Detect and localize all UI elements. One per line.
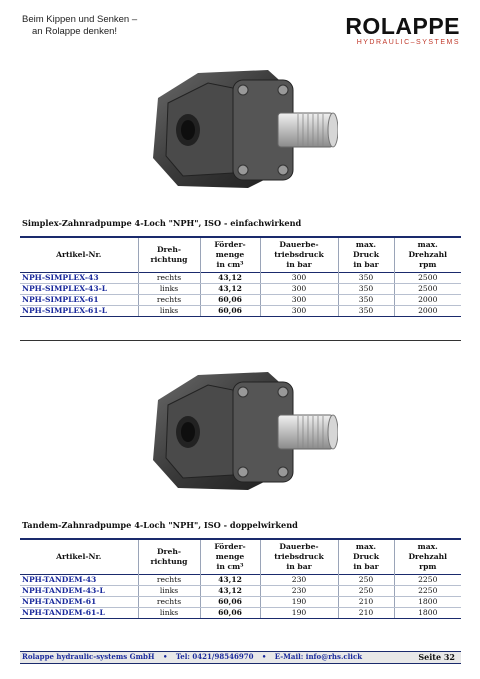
article-number: NPH-TANDEM-43 [20, 575, 138, 586]
max-pressure: 250 [338, 575, 394, 586]
continuous-pressure: 300 [260, 295, 338, 306]
footer-email[interactable]: E-Mail: info@rhs.click [274, 652, 363, 661]
table-row [20, 575, 461, 586]
col-header-displacement: Förder- menge in cm³ [200, 237, 260, 273]
col-header-max-speed: max. Drehzahl rpm [394, 539, 461, 575]
max-speed: 2500 [394, 273, 461, 284]
tandem-pump-image [138, 360, 338, 495]
displacement: 43,12 [200, 586, 260, 597]
table-row [20, 273, 461, 284]
article-number: NPH-TANDEM-61 [20, 597, 138, 608]
rotation: rechts [138, 575, 200, 586]
col-header-article: Artikel-Nr. [56, 552, 102, 561]
page-number: Seite 32 [418, 652, 455, 662]
max-speed: 1800 [394, 597, 461, 608]
rotation: rechts [138, 295, 200, 306]
rotation: rechts [138, 597, 200, 608]
table-row [20, 295, 461, 306]
displacement: 60,06 [200, 295, 260, 306]
table-row [20, 306, 461, 317]
col-header-continuous-pressure: Dauerbe- triebsdruck in bar [260, 237, 338, 273]
col-header-displacement: Förder- menge in cm³ [200, 539, 260, 575]
continuous-pressure: 300 [260, 306, 338, 317]
tandem-section-title: Tandem-Zahnradpumpe 4-Loch "NPH", ISO - doppelwirkend [22, 520, 298, 530]
displacement: 60,06 [200, 597, 260, 608]
tandem-table [20, 538, 461, 619]
max-pressure: 350 [338, 273, 394, 284]
col-header-article: Artikel-Nr. [56, 250, 102, 259]
col-header-max-speed: max. Drehzahl rpm [394, 237, 461, 273]
simplex-pump-image [138, 58, 338, 193]
article-number: NPH-SIMPLEX-61 [20, 295, 138, 306]
table-row [20, 608, 461, 619]
page-footer [20, 651, 461, 664]
displacement: 43,12 [200, 273, 260, 284]
displacement: 60,06 [200, 306, 260, 317]
section-divider [20, 340, 461, 341]
max-speed: 2000 [394, 306, 461, 317]
max-speed: 1800 [394, 608, 461, 619]
max-speed: 2250 [394, 575, 461, 586]
rotation: links [138, 586, 200, 597]
col-header-max-pressure: max. Druck in bar [338, 237, 394, 273]
table-row [20, 597, 461, 608]
max-pressure: 350 [338, 284, 394, 295]
col-header-max-pressure: max. Druck in bar [338, 539, 394, 575]
displacement: 43,12 [200, 575, 260, 586]
simplex-table [20, 236, 461, 317]
slogan-line-2: an Rolappe denken! [32, 26, 118, 37]
max-speed: 2000 [394, 295, 461, 306]
article-number: NPH-SIMPLEX-43 [20, 273, 138, 284]
footer-separator: • [261, 652, 267, 661]
table-header-row [20, 539, 461, 575]
table-header-row [20, 237, 461, 273]
footer-company: Rolappe hydraulic-systems GmbH [22, 652, 155, 661]
max-pressure: 350 [338, 306, 394, 317]
rotation: rechts [138, 273, 200, 284]
pump-illustration [138, 58, 338, 193]
continuous-pressure: 300 [260, 273, 338, 284]
continuous-pressure: 230 [260, 575, 338, 586]
slogan [22, 14, 142, 38]
displacement: 60,06 [200, 608, 260, 619]
rolappe-logo [345, 14, 460, 46]
col-header-continuous-pressure: Dauerbe- triebsdruck in bar [260, 539, 338, 575]
logo-brand: ROLAPPE [345, 13, 460, 39]
max-pressure: 250 [338, 586, 394, 597]
max-pressure: 350 [338, 295, 394, 306]
slogan-line-1: Beim Kippen und Senken – [22, 14, 138, 25]
article-number: NPH-TANDEM-61-L [20, 608, 138, 619]
article-number: NPH-TANDEM-43-L [20, 586, 138, 597]
col-header-rotation: Dreh- richtung [138, 237, 200, 273]
continuous-pressure: 190 [260, 608, 338, 619]
continuous-pressure: 300 [260, 284, 338, 295]
rotation: links [138, 284, 200, 295]
article-number: NPH-SIMPLEX-43-L [20, 284, 138, 295]
displacement: 43,12 [200, 284, 260, 295]
table-row [20, 284, 461, 295]
footer-phone: Tel: 0421/98546970 [175, 652, 254, 661]
continuous-pressure: 190 [260, 597, 338, 608]
col-header-rotation: Dreh- richtung [138, 539, 200, 575]
logo-subtitle: HYDRAULIC–SYSTEMS [356, 39, 460, 46]
table-row [20, 586, 461, 597]
footer-separator: • [162, 652, 168, 661]
simplex-section-title: Simplex-Zahnradpumpe 4-Loch "NPH", ISO - einfachwirkend [22, 218, 302, 228]
max-speed: 2250 [394, 586, 461, 597]
max-speed: 2500 [394, 284, 461, 295]
continuous-pressure: 230 [260, 586, 338, 597]
rotation: links [138, 608, 200, 619]
max-pressure: 210 [338, 608, 394, 619]
max-pressure: 210 [338, 597, 394, 608]
pump-illustration [138, 360, 338, 495]
article-number: NPH-SIMPLEX-61-L [20, 306, 138, 317]
rotation: links [138, 306, 200, 317]
